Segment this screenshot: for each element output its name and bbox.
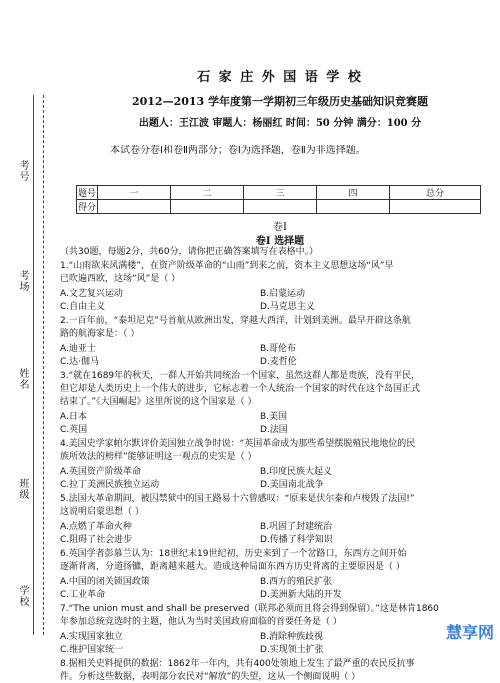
answer-option[interactable]: D.法国 xyxy=(260,425,288,435)
binding-dashed-line xyxy=(43,95,45,635)
question-text-line: 1.“山雨欲来风满楼”，在资产阶级革命的“山雨”到来之前，资本主义思想这场“风”早 xyxy=(60,261,394,271)
answer-option[interactable]: D.麦哲伦 xyxy=(260,357,297,367)
answer-option[interactable]: A.点燃了革命火种 xyxy=(60,522,132,532)
score-cell[interactable] xyxy=(244,200,317,214)
volume-label: 卷Ⅰ xyxy=(273,222,287,233)
question-text-line: 路的航海家是：（ ） xyxy=(60,329,140,339)
question-text-line: 8.据相关史料提供的数据：1862年一年内，共有400处领地上发生了最严重的农民反抗事 xyxy=(60,659,415,669)
question-text-line: 4.美国史学家帕尔默评价美国独立战争时说：“英国革命成为那些希望摆脱殖民地地位的民 xyxy=(60,439,416,449)
score-row-label: 题号 xyxy=(77,186,98,200)
answer-option[interactable]: D.美国南北战争 xyxy=(260,480,324,490)
score-cell[interactable] xyxy=(317,200,390,214)
answer-option[interactable]: B.启蒙运动 xyxy=(260,289,306,299)
question-text-line: 但它却是人类历史上一个伟大的进步，它标志着一个人统治一个国家的时代在这个岛国正式 xyxy=(60,384,421,394)
section-note: （共30题，每题2分，共60分，请你把正确答案填写在表格中。） xyxy=(60,247,319,257)
question-text-line: 逐渐背离，分道扬镳，距离越来越大。造成这种局面东西方历史背离的主要原因是（ ） xyxy=(60,562,405,572)
question-text-line: 族所效法的榜样”能够证明这一观点的史实是（ ） xyxy=(60,452,257,462)
sidebar-field-class: 班级 xyxy=(17,478,28,500)
answer-option[interactable]: C.自由主义 xyxy=(60,302,106,312)
score-table xyxy=(76,185,481,214)
intro-text: 本试卷分卷Ⅰ和卷Ⅱ两部分；卷Ⅰ为选择题，卷Ⅱ为非选择题。 xyxy=(110,145,366,156)
score-cell[interactable] xyxy=(390,200,481,214)
answer-option[interactable]: C.工业革命 xyxy=(60,590,106,600)
answer-option[interactable]: A.文艺复兴运动 xyxy=(60,289,123,299)
binding-solid-line xyxy=(33,95,35,635)
answer-option[interactable]: B.消除种族歧视 xyxy=(260,632,324,642)
exam-title: 2012—2013 学年度第一学期初三年级历史基础知识竞赛题 xyxy=(131,95,429,108)
answer-option[interactable]: C.维护国家统一 xyxy=(60,645,124,655)
answer-option[interactable]: B.巩固了封建统治 xyxy=(260,522,333,532)
answer-option[interactable]: A.实现国家独立 xyxy=(60,632,123,642)
question-text-line: 已吹遍西欧，这场“风”是（ ） xyxy=(60,274,181,284)
answer-option[interactable]: C.达·伽马 xyxy=(60,357,100,367)
score-cell[interactable] xyxy=(171,200,244,214)
answer-option[interactable]: C.英国 xyxy=(60,425,88,435)
answer-option[interactable]: B.印度民族大起义 xyxy=(260,467,333,477)
answer-option[interactable]: A.英国资产阶级革命 xyxy=(60,467,141,477)
question-text-line: 6.英国学者彭慕兰认为：18世纪末19世纪初，历史来到了一个岔路口，东西方之间开始 xyxy=(60,549,407,559)
question-text-line: 年参加总统竞选时的主题，他认为当时美国政府面临的首要任务是（ ） xyxy=(60,617,342,627)
score-cell[interactable] xyxy=(98,200,171,214)
answer-option[interactable]: A.迪亚士 xyxy=(60,344,96,354)
answer-option[interactable]: B.西方的殖民扩张 xyxy=(260,577,333,587)
answer-option[interactable]: A.日本 xyxy=(60,412,87,422)
watermark-logo: 慧享网 xyxy=(445,623,494,642)
question-text-line: 2.一百年前，“泰坦尼克”号首航从欧洲出发，穿越大西洋，计划到美洲。最早开辟这条航 xyxy=(60,316,411,326)
score-col: 四 xyxy=(317,186,390,200)
score-table-header-row xyxy=(77,186,481,200)
exam-meta: 出题人：王江波 审题人：杨丽红 时间：50 分钟 满分：100 分 xyxy=(138,118,422,129)
answer-option[interactable]: C.拉丁美洲民族独立运动 xyxy=(60,480,160,490)
answer-option[interactable]: C.阻碍了社会进步 xyxy=(60,535,133,545)
sidebar-field-exam-room: 考场 xyxy=(17,270,28,292)
question-text-line: 这说明启蒙思想（ ） xyxy=(60,507,144,517)
score-col: 总分 xyxy=(390,186,481,200)
score-col: 一 xyxy=(98,186,171,200)
answer-option[interactable]: D.美洲新大陆的开发 xyxy=(260,590,342,600)
question-text-line: 件。分析这些数据，表明部分农民对“解放”的失望，这从一个侧面说明（ ） xyxy=(60,672,361,682)
answer-option[interactable]: D.传播了科学知识 xyxy=(260,535,333,545)
question-text-line: 3.“就在1689年的秋天，一群人开始共同统治一个国家，虽然这群人都是贵族，没有平民， xyxy=(60,371,421,381)
question-text-line: 5.法国大革命期间，被囚禁狱中的国王路易十六曾感叹：“原来是伏尔泰和卢梭毁了法国!” xyxy=(60,494,415,504)
sidebar-field-exam-number: 考号 xyxy=(17,160,28,182)
question-text-line: 7.“The union must and shall be preserved（联邦必须而且将会得到保留）。”这是林肯1860 xyxy=(60,604,439,614)
answer-option[interactable]: B.哥伦布 xyxy=(260,344,297,354)
score-table-score-row xyxy=(77,200,481,214)
sidebar-field-school: 学校 xyxy=(17,585,28,607)
section-title: 卷Ⅰ 选择题 xyxy=(255,236,305,247)
question-text-line: 结束了。”《大国崛起》这里所说的这个国家是（ ） xyxy=(60,397,257,407)
school-name: 石 家 庄 外 国 语 学 校 xyxy=(197,70,363,85)
answer-option[interactable]: B.美国 xyxy=(260,412,288,422)
sidebar-field-name: 姓名 xyxy=(17,368,28,390)
score-col: 三 xyxy=(244,186,317,200)
answer-option[interactable]: D.马克思主义 xyxy=(260,302,315,312)
score-col: 二 xyxy=(171,186,244,200)
score-row-label: 得分 xyxy=(77,200,98,214)
answer-option[interactable]: D.实现领土扩张 xyxy=(260,645,324,655)
answer-option[interactable]: A.中国的闭关锁国政策 xyxy=(60,577,150,587)
